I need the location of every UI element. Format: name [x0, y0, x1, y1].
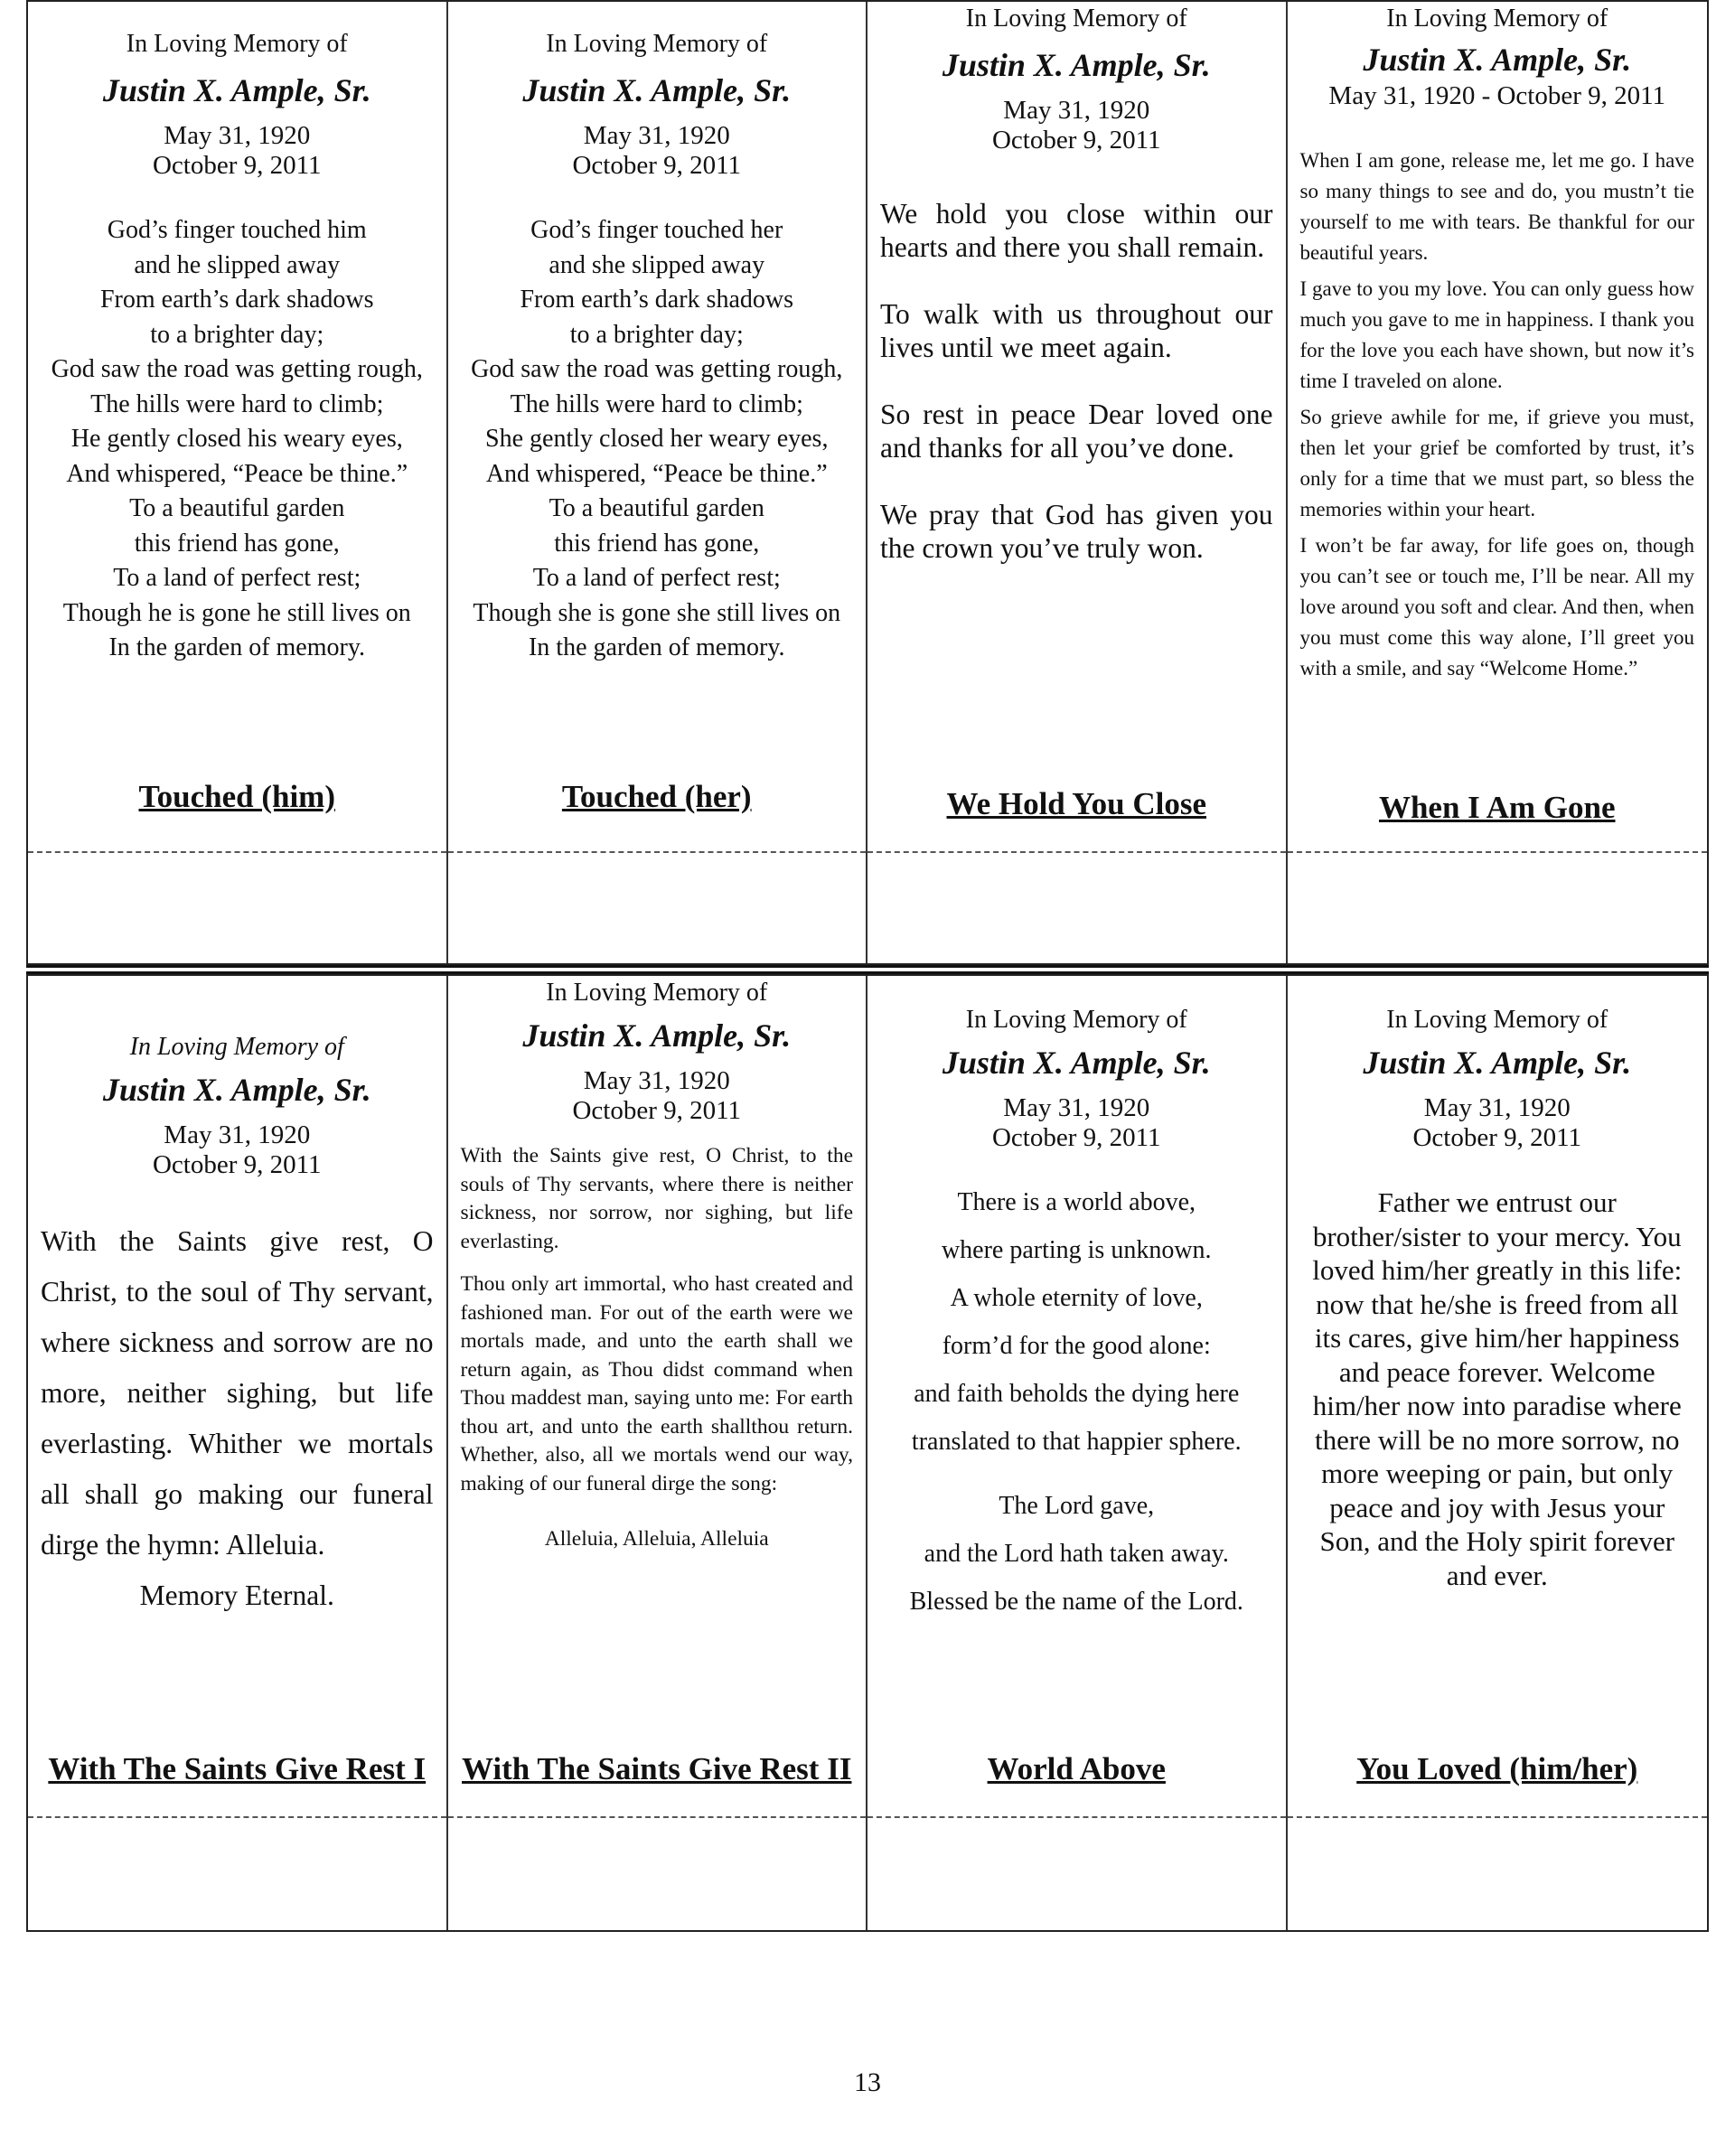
- death-date: October 9, 2011: [1412, 1123, 1582, 1152]
- poem-text: [41, 213, 434, 666]
- poem-line: now that he/she is freed from all: [1316, 1288, 1679, 1320]
- poem-line: and he slipped away: [134, 250, 341, 279]
- poem-line: To a beautiful garden: [129, 494, 345, 522]
- card-header: [41, 29, 434, 666]
- card-header: [41, 1032, 434, 1621]
- birth-date: May 31, 1920: [1003, 96, 1150, 125]
- poem-paragraph: So grieve awhile for me, if grieve you must, then let your grief be comforted by trust, it’s only for a time that we must part, so bless the memories within your heart.: [1299, 406, 1694, 520]
- poem-line: God saw the road was getting rough,: [51, 355, 423, 383]
- bottom-card-row: [26, 974, 1709, 1932]
- poem-line: The hills were hard to climb;: [510, 389, 803, 418]
- cut-line: [28, 851, 446, 853]
- dates: [880, 96, 1273, 155]
- dates: [461, 1066, 854, 1126]
- card-title: Touched (him): [138, 779, 335, 814]
- poem-line: where parting is unknown.: [941, 1236, 1212, 1264]
- birth-date: May 31, 1920: [583, 121, 730, 150]
- poem-line: Though he is gone he still lives on: [62, 598, 411, 627]
- death-date: October 9, 2011: [991, 1123, 1161, 1152]
- poem-line: loved him/her greatly in this life:: [1312, 1254, 1683, 1286]
- card-we-hold-you-close: [868, 2, 1288, 963]
- poem-line: And whispered, “Peace be thine.”: [66, 459, 408, 488]
- poem-line: In the garden of memory.: [528, 633, 785, 661]
- memory-heading: In Loving Memory of: [1386, 1006, 1608, 1034]
- poem-paragraph: With the Saints give rest, O Christ, to the soul of Thy servant, where sickness and sorrow are no more, neither sighing, but life everlasting. Whither we mortals all shall go making our funeral dirge the hymn: Alleluia.: [41, 1225, 434, 1561]
- poem-paragraph: We hold you close within our hearts and there you shall remain.: [880, 198, 1273, 263]
- birth-date: May 31, 1920: [164, 121, 311, 150]
- poem-text: [880, 1178, 1273, 1626]
- card-title: We Hold You Close: [946, 786, 1206, 821]
- card-header: [461, 29, 854, 666]
- poem-line: To a beautiful garden: [549, 494, 764, 522]
- birth-date: May 31, 1920: [164, 1120, 311, 1149]
- card-when-i-am-gone: [1288, 2, 1708, 963]
- poem-line: To a land of perfect rest;: [113, 564, 361, 592]
- memory-heading: In Loving Memory of: [965, 5, 1187, 33]
- poem-line: The Lord gave,: [999, 1492, 1155, 1520]
- poem-line: He gently closed his weary eyes,: [70, 425, 403, 453]
- memory-heading: In Loving Memory of: [129, 1033, 344, 1061]
- card-title: When I Am Gone: [1378, 790, 1616, 825]
- card-title: You Loved (him/her): [1356, 1751, 1638, 1786]
- cut-line: [448, 851, 867, 853]
- card-touched-her: [448, 2, 868, 963]
- death-date: October 9, 2011: [152, 1150, 322, 1179]
- poem-paragraph: When I am gone, release me, let me go. I have so many things to see and do, you mustn’t tie yourself to me with tears. Be thankful for our beautiful years.: [1299, 149, 1694, 264]
- poem-paragraph: With the Saints give rest, O Christ, to the souls of Thy servants, where there is neither sickness, nor sorrow, nor sighing, but life everlasting.: [460, 1144, 853, 1253]
- card-header: [880, 1005, 1273, 1626]
- card-header: [880, 4, 1273, 565]
- row-separator: [26, 965, 1709, 974]
- poem-text: [1300, 1186, 1695, 1592]
- card-header: [461, 978, 854, 1554]
- poem-line: to a brighter day;: [569, 320, 744, 349]
- memory-heading: In Loving Memory of: [546, 30, 768, 58]
- poem-paragraph: I won’t be far away, for life goes on, though you can’t see or touch me, I’ll be near. All my love around you soft and clear. And then, when you must come this way alone, I’ll greet you with a smile, and say “Welcome Home.”: [1299, 534, 1694, 680]
- poem-line: God’s finger touched her: [530, 216, 783, 244]
- death-date: October 9, 2011: [572, 1096, 742, 1125]
- poem-line: From earth’s dark shadows: [520, 286, 793, 314]
- dates: [1300, 81, 1695, 111]
- dates: [1300, 1093, 1695, 1153]
- poem-line: She gently closed her weary eyes,: [485, 425, 829, 453]
- poem-closing: Alleluia, Alleluia, Alleluia: [544, 1527, 769, 1551]
- cut-line: [28, 1816, 446, 1818]
- poem-line: to a brighter day;: [150, 320, 324, 349]
- card-title: World Above: [987, 1751, 1166, 1786]
- poem-paragraph: To walk with us throughout our lives until we meet again.: [880, 298, 1273, 363]
- memory-heading: In Loving Memory of: [1386, 5, 1608, 33]
- page-number: 13: [854, 2067, 881, 2097]
- poem-line: its cares, give him/her happiness: [1314, 1322, 1680, 1354]
- poem-line: translated to that happier sphere.: [911, 1428, 1242, 1456]
- birth-date: May 31, 1920: [1003, 1093, 1150, 1122]
- poem-line: A whole eternity of love,: [950, 1284, 1203, 1312]
- poem-line: Father we entrust our: [1377, 1186, 1617, 1218]
- poem-line: this friend has gone,: [554, 529, 760, 558]
- poem-text: [41, 1216, 434, 1621]
- poem-line: God’s finger touched him: [107, 216, 367, 244]
- poem-line: To a land of perfect rest;: [532, 564, 781, 592]
- poem-line: and she slipped away: [549, 250, 765, 279]
- birth-date: May 31, 1920: [583, 1066, 730, 1095]
- poem-line: form’d for the good alone:: [942, 1332, 1211, 1360]
- poem-text: [461, 213, 854, 666]
- cut-line: [1288, 1816, 1708, 1818]
- card-touched-him: [28, 2, 448, 963]
- poem-line: this friend has gone,: [134, 529, 340, 558]
- cut-line: [448, 1816, 867, 1818]
- poem-line: there will be no more sorrow, no: [1315, 1423, 1680, 1456]
- poem-line: Blessed be the name of the Lord.: [909, 1588, 1243, 1616]
- poem-paragraph: We pray that God has given you the crown you’ve truly won.: [880, 499, 1273, 564]
- cut-line: [868, 851, 1286, 853]
- deceased-name: Justin X. Ample, Sr.: [102, 72, 371, 108]
- memory-heading: In Loving Memory of: [546, 979, 768, 1007]
- death-date: October 9, 2011: [152, 151, 322, 180]
- card-saints-rest-2: [448, 976, 868, 1930]
- poem-line: God saw the road was getting rough,: [471, 355, 843, 383]
- poem-line: and peace forever. Welcome: [1338, 1355, 1655, 1388]
- poem-line: and faith beholds the dying here: [914, 1380, 1240, 1408]
- date-range: May 31, 1920 - October 9, 2011: [1328, 81, 1666, 110]
- deceased-name: Justin X. Ample, Sr.: [1363, 42, 1632, 78]
- card-saints-rest-1: [28, 976, 448, 1930]
- card-title: Touched (her): [561, 779, 752, 814]
- card-header: [1300, 1005, 1695, 1592]
- poem-line: The hills were hard to climb;: [90, 389, 384, 418]
- dates: [880, 1093, 1273, 1153]
- deceased-name: Justin X. Ample, Sr.: [522, 72, 792, 108]
- poem-line: him/her now into paradise where: [1312, 1390, 1682, 1421]
- dates: [41, 1120, 434, 1180]
- poem-line: In the garden of memory.: [108, 633, 366, 661]
- death-date: October 9, 2011: [572, 151, 742, 180]
- poem-closing: Memory Eternal.: [139, 1580, 334, 1611]
- poem-text: [880, 197, 1273, 565]
- dates: [461, 121, 854, 181]
- death-date: October 9, 2011: [991, 126, 1161, 155]
- card-header: [1300, 4, 1695, 684]
- cut-line: [868, 1816, 1286, 1818]
- poem-line: There is a world above,: [957, 1188, 1196, 1216]
- deceased-name: Justin X. Ample, Sr.: [102, 1072, 371, 1108]
- card-world-above: [868, 976, 1288, 1930]
- card-title: With The Saints Give Rest II: [462, 1751, 852, 1786]
- card-you-loved: [1288, 976, 1708, 1930]
- memory-heading: In Loving Memory of: [126, 30, 348, 58]
- poem-line: peace and joy with Jesus your: [1329, 1491, 1665, 1523]
- memory-heading: In Loving Memory of: [965, 1006, 1187, 1034]
- deceased-name: Justin X. Ample, Sr.: [942, 47, 1211, 83]
- poem-line: Son, and the Holy spirit forever: [1319, 1525, 1675, 1557]
- poem-text: [1300, 145, 1695, 684]
- poem-paragraph: So rest in peace Dear loved one and thanks for all you’ve done.: [880, 398, 1273, 464]
- card-title: With The Saints Give Rest I: [48, 1751, 427, 1786]
- deceased-name: Justin X. Ample, Sr.: [1363, 1045, 1632, 1081]
- birth-date: May 31, 1920: [1423, 1093, 1571, 1122]
- deceased-name: Justin X. Ample, Sr.: [942, 1045, 1211, 1081]
- deceased-name: Justin X. Ample, Sr.: [522, 1017, 792, 1054]
- poem-line: From earth’s dark shadows: [99, 286, 374, 314]
- poem-line: And whispered, “Peace be thine.”: [485, 459, 828, 488]
- top-card-row: [26, 0, 1709, 965]
- poem-line: and the Lord hath taken away.: [924, 1540, 1229, 1568]
- poem-line: more weeping or pain, but only: [1321, 1458, 1674, 1489]
- dates: [41, 121, 434, 181]
- poem-line: brother/sister to your mercy. You: [1312, 1220, 1682, 1252]
- poem-text: [461, 1142, 854, 1554]
- cut-line: [1288, 851, 1708, 853]
- poem-line: and ever.: [1446, 1559, 1548, 1591]
- poem-paragraph: I gave to you my love. You can only guess how much you gave to me in happiness. I thank you for the love you each have shown, but now it’s time I traveled on alone.: [1299, 277, 1694, 392]
- poem-line: Though she is gone she still lives on: [473, 598, 841, 627]
- poem-paragraph: Thou only art immortal, who hast created and fashioned man. For out of the earth were we mortals made, and unto the earth shall we return again, as Thou didst command when Thou maddest man, saying unto me: For earth thou art, and unto the earth shallthou return. Whether, also, all we mortals wend our way, making of our funeral dirge the song:: [460, 1272, 853, 1495]
